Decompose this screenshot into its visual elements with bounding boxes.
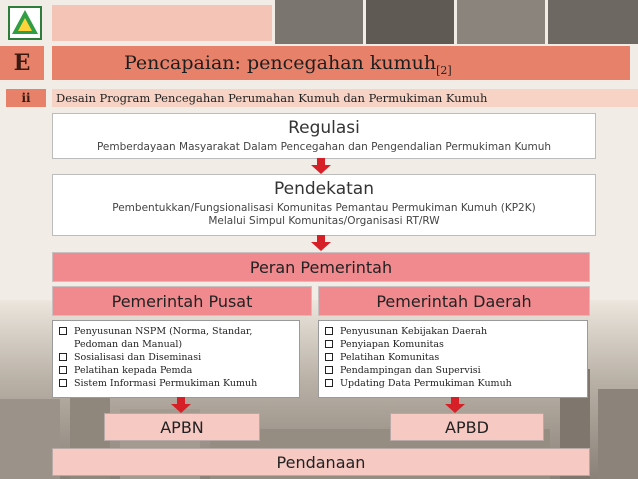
daerah-list-box xyxy=(318,320,588,398)
pendekatan-line-1: Pembentukkan/Fungsionalisasi Komunitas Pemantau Permukiman Kumuh (KP2K) xyxy=(112,202,536,214)
list-item: Pelatihan kepada Pemda xyxy=(59,364,293,377)
down-arrow-icon xyxy=(309,158,333,174)
regulasi-text: Pemberdayaan Masyarakat Dalam Pencegahan dan Pengendalian Permukiman Kumuh xyxy=(96,141,552,153)
pusat-list-box xyxy=(52,320,300,398)
list-item: Updating Data Permukiman Kumuh xyxy=(325,377,581,390)
checkbox-bullet-icon xyxy=(59,353,67,361)
pendekatan-box xyxy=(52,174,596,236)
slum-photo-3 xyxy=(457,0,545,44)
checkbox-bullet-icon xyxy=(325,340,333,348)
list-item: Penyusunan Kebijakan Daerah xyxy=(325,325,581,338)
list-item: Pelatihan Komunitas xyxy=(325,351,581,364)
list-item: Penyiapan Komunitas xyxy=(325,338,581,351)
sub-index: ii xyxy=(6,89,46,107)
ministry-logo-icon xyxy=(8,6,42,40)
slum-photo-2 xyxy=(366,0,454,44)
down-arrow-icon xyxy=(443,397,467,413)
section-letter: E xyxy=(0,46,44,80)
checkbox-bullet-icon xyxy=(59,379,67,387)
header-decor-bar xyxy=(52,5,272,41)
pendanaan-box: Pendanaan xyxy=(52,448,590,476)
regulasi-heading: Regulasi xyxy=(288,118,360,138)
slum-photo-1 xyxy=(275,0,363,44)
checkbox-bullet-icon xyxy=(325,327,333,335)
list-item: Penyusunan NSPM (Norma, Standar, Pedoman dan Manual) xyxy=(59,325,293,351)
checkbox-bullet-icon xyxy=(59,366,67,374)
apbn-box: APBN xyxy=(104,413,260,441)
checkbox-bullet-icon xyxy=(59,327,67,335)
subtitle: Desain Program Pencegahan Perumahan Kumuh dan Permukiman Kumuh xyxy=(56,91,488,105)
down-arrow-icon xyxy=(309,235,333,251)
regulasi-box xyxy=(52,113,596,159)
pemerintah-pusat-box: Pemerintah Pusat xyxy=(52,286,312,316)
apbd-box: APBD xyxy=(390,413,544,441)
checkbox-bullet-icon xyxy=(325,379,333,387)
title-reference: [2] xyxy=(436,63,452,77)
checkbox-bullet-icon xyxy=(325,353,333,361)
pendekatan-heading: Pendekatan xyxy=(274,179,374,199)
pendekatan-line-2: Melalui Simpul Komunitas/Organisasi RT/RW xyxy=(208,215,440,227)
list-item: Sistem Informasi Permukiman Kumuh xyxy=(59,377,293,390)
down-arrow-icon xyxy=(169,397,193,413)
page-title: Pencapaian: pencegahan kumuh$_{[2]}$ xyxy=(124,52,452,77)
list-item: Pendampingan dan Supervisi xyxy=(325,364,581,377)
pemerintah-daerah-box: Pemerintah Daerah xyxy=(318,286,590,316)
slum-photo-4 xyxy=(548,0,638,44)
list-item: Sosialisasi dan Diseminasi xyxy=(59,351,293,364)
checkbox-bullet-icon xyxy=(325,366,333,374)
peran-pemerintah-box: Peran Pemerintah xyxy=(52,252,590,282)
